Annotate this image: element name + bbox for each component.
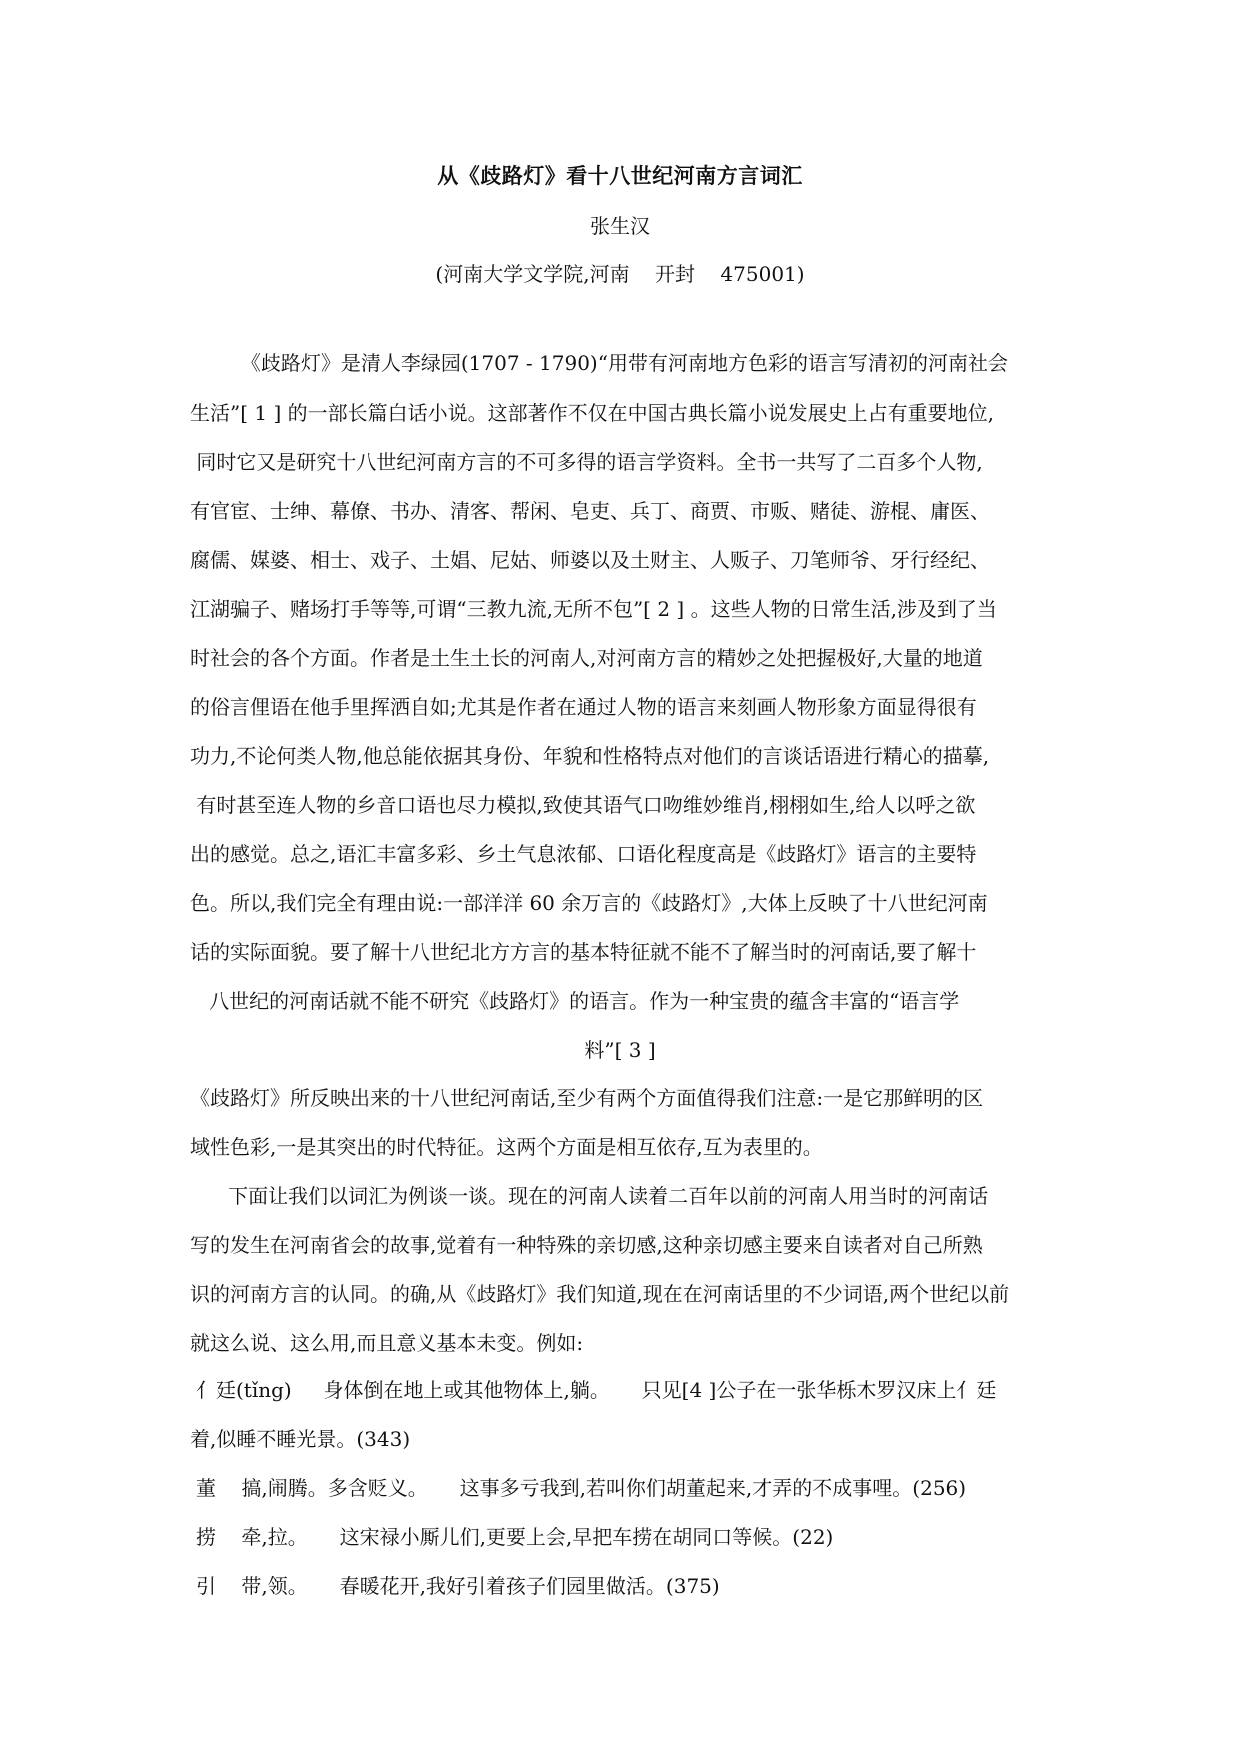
vocab-entry-continued: 着,似睡不睡光景。(343) <box>190 1427 411 1451</box>
paragraph-line: 《歧路灯》所反映出来的十八世纪河南话,至少有两个方面值得我们注意:一是它那鲜明的区 <box>190 1086 984 1110</box>
paragraph-line: 下面让我们以词汇为例谈一谈。现在的河南人读着二百年以前的河南人用当时的河南话 <box>190 1184 989 1208</box>
vocab-entry: 引 带,领。 春暖花开,我好引着孩子们园里做活。(375) <box>196 1574 720 1598</box>
paragraph-line: 生活”[ 1 ] 的一部长篇白话小说。这部著作不仅在中国古典长篇小说发展史上占有重要地位, <box>190 401 994 425</box>
paragraph-line: 有时甚至连人物的乡音口语也尽力模拟,致使其语气口吻维妙维肖,栩栩如生,给人以呼之欲 <box>190 793 976 817</box>
paragraph-line: 《歧路灯》是清人李绿园(1707 - 1790)“用带有河南地方色彩的语言写清初的河南社会 <box>190 351 1008 375</box>
paragraph-line: 有官宦、士绅、幕僚、书办、清客、帮闲、皂吏、兵丁、商贾、市贩、赌徒、游棍、庸医、 <box>190 499 990 523</box>
vocab-entry: 捞 牵,拉。 这宋禄小厮儿们,更要上会,早把车捞在胡同口等候。(22) <box>196 1525 834 1549</box>
paragraph-line: 同时它又是研究十八世纪河南方言的不可多得的语言学资料。全书一共写了二百多个人物, <box>190 450 983 474</box>
paragraph-line: 话的实际面貌。要了解十八世纪北方方言的基本特征就不能不了解当时的河南话,要了解十 <box>190 940 977 964</box>
paragraph-line: 写的发生在河南省会的故事,觉着有一种特殊的亲切感,这种亲切感主要来自读者对自己所熟 <box>190 1233 983 1257</box>
author-affiliation: (河南大学文学院,河南 开封 475001) <box>435 262 805 286</box>
paragraph-line: 腐儒、媒婆、相士、戏子、土娼、尼姑、师婆以及土财主、人贩子、刀笔师爷、牙行经纪、 <box>190 548 990 572</box>
paragraph-line: 功力,不论何类人物,他总能依据其身份、年貌和性格特点对他们的言谈话语进行精心的描摹, <box>190 744 990 768</box>
vocab-entry: 董 搞,闹腾。多含贬义。 这事多亏我到,若叫你们胡董起来,才弄的不成事哩。(256) <box>196 1476 967 1500</box>
paragraph-line: 时社会的各个方面。作者是土生土长的河南人,对河南方言的精妙之处把握极好,大量的地道 <box>190 646 983 670</box>
paragraph-line: 识的河南方言的认同。的确,从《歧路灯》我们知道,现在在河南话里的不少词语,两个世纪以前 <box>190 1282 1010 1306</box>
author-name: 张生汉 <box>590 214 650 238</box>
paragraph-line: 八世纪的河南话就不能不研究《歧路灯》的语言。作为一种宝贵的蕴含丰富的“语言学 <box>190 989 960 1013</box>
paragraph-line: 色。所以,我们完全有理由说:一部洋洋 60 余万言的《歧路灯》,大体上反映了十八世纪河南 <box>190 891 988 915</box>
paper-title: 从《歧路灯》看十八世纪河南方言词汇 <box>437 163 803 188</box>
paragraph-line: 的俗言俚语在他手里挥洒自如;尤其是作者在通过人物的语言来刻画人物形象方面显得很有 <box>190 695 977 719</box>
paragraph-line: 域性色彩,一是其突出的时代特征。这两个方面是相互依存,互为表里的。 <box>190 1135 823 1159</box>
vocab-entry: 亻廷(tǐng) 身体倒在地上或其他物体上,躺。 只见[4 ]公子在一张华栎木罗汉床上亻廷 <box>196 1378 997 1402</box>
paragraph-line: 就这么说、这么用,而且意义基本未变。例如: <box>190 1331 584 1355</box>
paragraph-line: 出的感觉。总之,语汇丰富多彩、乡土气息浓郁、口语化程度高是《歧路灯》语言的主要特 <box>190 842 977 866</box>
paragraph-line: 江湖骗子、赌场打手等等,可谓“三教九流,无所不包”[ 2 ] 。这些人物的日常生活,涉及到了当 <box>190 597 997 621</box>
citation-line: 料”[ 3 ] <box>584 1038 656 1062</box>
